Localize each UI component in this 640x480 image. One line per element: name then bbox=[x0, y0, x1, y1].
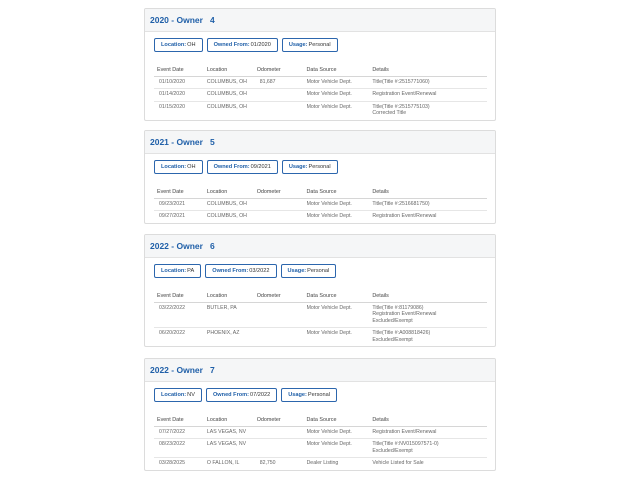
owner-number: 4 bbox=[210, 15, 215, 25]
col-odometer: Odometer bbox=[256, 293, 281, 300]
owner-card bbox=[144, 234, 496, 347]
event-detail-line: Registration Event/Renewal bbox=[372, 91, 437, 98]
table-row bbox=[154, 211, 487, 222]
owner-label: Owner bbox=[176, 241, 203, 251]
col-event-date: Event Date bbox=[157, 189, 184, 196]
event-detail-line: Excluded/Exempt bbox=[372, 447, 413, 454]
col-location: Location bbox=[206, 417, 228, 424]
owned-from-chip-label: Owned From: bbox=[213, 42, 250, 48]
col-odometer: Odometer bbox=[256, 67, 281, 74]
location-chip-label: Location: bbox=[161, 164, 187, 170]
event-data-source: Motor Vehicle Dept. bbox=[306, 103, 352, 110]
owner-chips bbox=[145, 382, 495, 406]
event-location: LAS VEGAS, NV bbox=[206, 441, 247, 448]
event-odometer: 81,687 bbox=[259, 79, 276, 85]
events-table bbox=[154, 291, 487, 346]
owner-card-header[interactable] bbox=[145, 9, 495, 32]
table-row bbox=[154, 303, 487, 328]
location-chip[interactable] bbox=[154, 160, 203, 174]
col-details: Details bbox=[372, 189, 389, 196]
col-location: Location bbox=[206, 67, 228, 74]
table-row bbox=[154, 89, 487, 101]
events-table-header bbox=[154, 291, 487, 303]
location-chip-label: Location: bbox=[161, 392, 187, 398]
table-row bbox=[154, 77, 487, 89]
event-details bbox=[372, 104, 487, 117]
owned-from-chip-label: Owned From: bbox=[212, 268, 249, 274]
location-chip-value: PA bbox=[187, 268, 195, 274]
usage-chip-label: Usage: bbox=[288, 392, 307, 398]
location-chip-value: OH bbox=[187, 164, 196, 170]
col-event-date: Event Date bbox=[157, 67, 184, 74]
table-row bbox=[154, 458, 487, 469]
events-table bbox=[154, 187, 487, 223]
event-details bbox=[372, 305, 487, 324]
location-chip-value: NV bbox=[187, 392, 195, 398]
col-location: Location bbox=[206, 189, 228, 196]
owner-card-header[interactable] bbox=[145, 131, 495, 154]
event-date: 01/10/2020 bbox=[159, 79, 185, 85]
event-details bbox=[372, 460, 487, 466]
owner-number: 5 bbox=[210, 137, 215, 147]
owner-card-header[interactable] bbox=[145, 359, 495, 382]
events-table-header bbox=[154, 415, 487, 427]
owner-label: Owner bbox=[176, 365, 203, 375]
event-details bbox=[372, 330, 487, 343]
event-details bbox=[372, 441, 487, 454]
event-location: COLUMBUS, OH bbox=[206, 91, 247, 98]
owner-label: Owner bbox=[176, 137, 203, 147]
usage-chip-value: Personal bbox=[308, 42, 331, 48]
event-date: 01/15/2020 bbox=[159, 103, 185, 110]
owned-from-chip[interactable] bbox=[206, 388, 277, 402]
owner-card bbox=[144, 358, 496, 471]
event-location: LAS VEGAS, NV bbox=[206, 429, 247, 435]
event-detail-line: Title(Title #:2515775103) bbox=[372, 103, 430, 110]
event-detail-line: Title(Title #:NV015097571-0) bbox=[372, 441, 439, 448]
owner-number: 6 bbox=[210, 241, 215, 251]
event-data-source: Motor Vehicle Dept. bbox=[306, 79, 352, 85]
event-date: 03/28/2025 bbox=[159, 460, 185, 467]
col-data-source: Data Source bbox=[306, 293, 337, 300]
location-chip[interactable] bbox=[154, 388, 202, 402]
event-location: COLUMBUS, OH bbox=[206, 201, 247, 207]
table-row bbox=[154, 427, 487, 439]
event-location: COLUMBUS, OH bbox=[206, 103, 247, 110]
col-data-source: Data Source bbox=[306, 67, 337, 74]
events-table bbox=[154, 65, 487, 120]
owner-title: 2022 - Owner 7 bbox=[150, 365, 215, 375]
owned-from-chip-value: 03/2022 bbox=[249, 268, 270, 274]
owned-from-chip[interactable] bbox=[205, 264, 276, 278]
usage-chip[interactable] bbox=[281, 388, 337, 402]
location-chip-label: Location: bbox=[161, 268, 187, 274]
event-detail-line: Excluded/Exempt bbox=[372, 317, 413, 324]
usage-chip-label: Usage: bbox=[288, 42, 308, 48]
event-detail-line: Registration Event/Renewal bbox=[372, 213, 437, 220]
owned-from-chip[interactable] bbox=[207, 160, 278, 174]
event-detail-line: Registration Event/Renewal bbox=[372, 311, 437, 318]
event-date: 07/27/2022 bbox=[159, 429, 185, 435]
col-location: Location bbox=[206, 293, 228, 300]
event-detail-line: Title(Title #:81179086) bbox=[372, 305, 424, 311]
usage-chip-value: Personal bbox=[307, 392, 330, 398]
owned-from-chip-value: 09/2021 bbox=[250, 164, 271, 170]
usage-chip-label: Usage: bbox=[287, 268, 307, 274]
usage-chip[interactable] bbox=[281, 264, 337, 278]
event-detail-line: Excluded/Exempt bbox=[372, 336, 413, 343]
event-data-source: Motor Vehicle Dept. bbox=[306, 213, 352, 220]
event-detail-line: Title(Title #:2516681750) bbox=[372, 201, 430, 207]
event-details bbox=[372, 429, 487, 435]
owner-label: Owner bbox=[176, 15, 203, 25]
event-location: BUTLER, PA bbox=[206, 305, 237, 311]
owner-number: 7 bbox=[210, 365, 215, 375]
owner-year: 2022 bbox=[150, 365, 169, 375]
location-chip-label: Location: bbox=[161, 42, 187, 48]
event-detail-line: Corrected Title bbox=[372, 110, 407, 117]
table-row bbox=[154, 328, 487, 346]
event-data-source: Motor Vehicle Dept. bbox=[306, 201, 352, 207]
event-date: 09/23/2021 bbox=[159, 201, 185, 207]
events-table bbox=[154, 415, 487, 470]
owner-year: 2021 bbox=[150, 137, 169, 147]
event-details bbox=[372, 201, 487, 207]
usage-chip[interactable] bbox=[282, 38, 338, 52]
owned-from-chip-value: 07/2022 bbox=[250, 392, 271, 398]
owned-from-chip-value: 01/2020 bbox=[250, 42, 271, 48]
events-table-header bbox=[154, 65, 487, 77]
event-date: 06/20/2022 bbox=[159, 330, 185, 337]
owner-year: 2020 bbox=[150, 15, 169, 25]
owner-chips bbox=[145, 154, 495, 178]
event-detail-line: Vehicle Listed for Sale bbox=[372, 460, 424, 467]
owner-chips bbox=[145, 32, 495, 56]
location-chip[interactable] bbox=[154, 264, 201, 278]
owned-from-chip-label: Owned From: bbox=[212, 392, 250, 398]
event-odometer: 82,750 bbox=[259, 460, 276, 467]
col-data-source: Data Source bbox=[306, 189, 337, 196]
owner-card bbox=[144, 130, 496, 224]
owner-title: 2020 - Owner 4 bbox=[150, 15, 215, 25]
owner-title: 2021 - Owner 5 bbox=[150, 137, 215, 147]
col-odometer: Odometer bbox=[256, 189, 281, 196]
col-odometer: Odometer bbox=[256, 417, 281, 424]
usage-chip-label: Usage: bbox=[288, 164, 308, 170]
col-details: Details bbox=[372, 417, 389, 424]
table-row bbox=[154, 439, 487, 458]
event-data-source: Motor Vehicle Dept. bbox=[306, 429, 352, 435]
owner-year: 2022 bbox=[150, 241, 169, 251]
event-data-source: Dealer Listing bbox=[306, 460, 339, 467]
owner-chips bbox=[145, 258, 495, 282]
event-date: 08/23/2022 bbox=[159, 441, 185, 448]
event-date: 01/14/2020 bbox=[159, 91, 185, 98]
event-date: 09/27/2021 bbox=[159, 213, 185, 220]
event-detail-line: Registration Event/Renewal bbox=[372, 429, 437, 435]
usage-chip-value: Personal bbox=[307, 268, 330, 274]
col-details: Details bbox=[372, 67, 389, 74]
event-details bbox=[372, 213, 487, 219]
owned-from-chip[interactable] bbox=[207, 38, 278, 52]
event-details bbox=[372, 79, 487, 85]
event-data-source: Motor Vehicle Dept. bbox=[306, 91, 352, 98]
events-table-header bbox=[154, 187, 487, 199]
event-detail-line: Title(Title #:2515771060) bbox=[372, 79, 430, 85]
owner-title: 2022 - Owner 6 bbox=[150, 241, 215, 251]
col-data-source: Data Source bbox=[306, 417, 337, 424]
event-data-source: Motor Vehicle Dept. bbox=[306, 305, 352, 311]
location-chip-value: OH bbox=[187, 42, 196, 48]
event-detail-line: Title(Title #:A008818426) bbox=[372, 330, 431, 337]
event-location: O FALLON, IL bbox=[206, 460, 240, 467]
table-row bbox=[154, 199, 487, 211]
owned-from-chip-label: Owned From: bbox=[213, 164, 250, 170]
event-location: COLUMBUS, OH bbox=[206, 213, 247, 220]
location-chip[interactable] bbox=[154, 38, 203, 52]
event-data-source: Motor Vehicle Dept. bbox=[306, 330, 352, 337]
owner-card bbox=[144, 8, 496, 121]
event-location: COLUMBUS, OH bbox=[206, 79, 247, 85]
table-row bbox=[154, 102, 487, 120]
col-details: Details bbox=[372, 293, 389, 300]
usage-chip[interactable] bbox=[282, 160, 338, 174]
col-event-date: Event Date bbox=[157, 293, 184, 300]
usage-chip-value: Personal bbox=[308, 164, 331, 170]
event-location: PHOENIX, AZ bbox=[206, 330, 240, 337]
event-data-source: Motor Vehicle Dept. bbox=[306, 441, 352, 448]
event-date: 03/22/2022 bbox=[159, 305, 185, 311]
event-details bbox=[372, 91, 487, 97]
col-event-date: Event Date bbox=[157, 417, 184, 424]
owner-card-header[interactable] bbox=[145, 235, 495, 258]
